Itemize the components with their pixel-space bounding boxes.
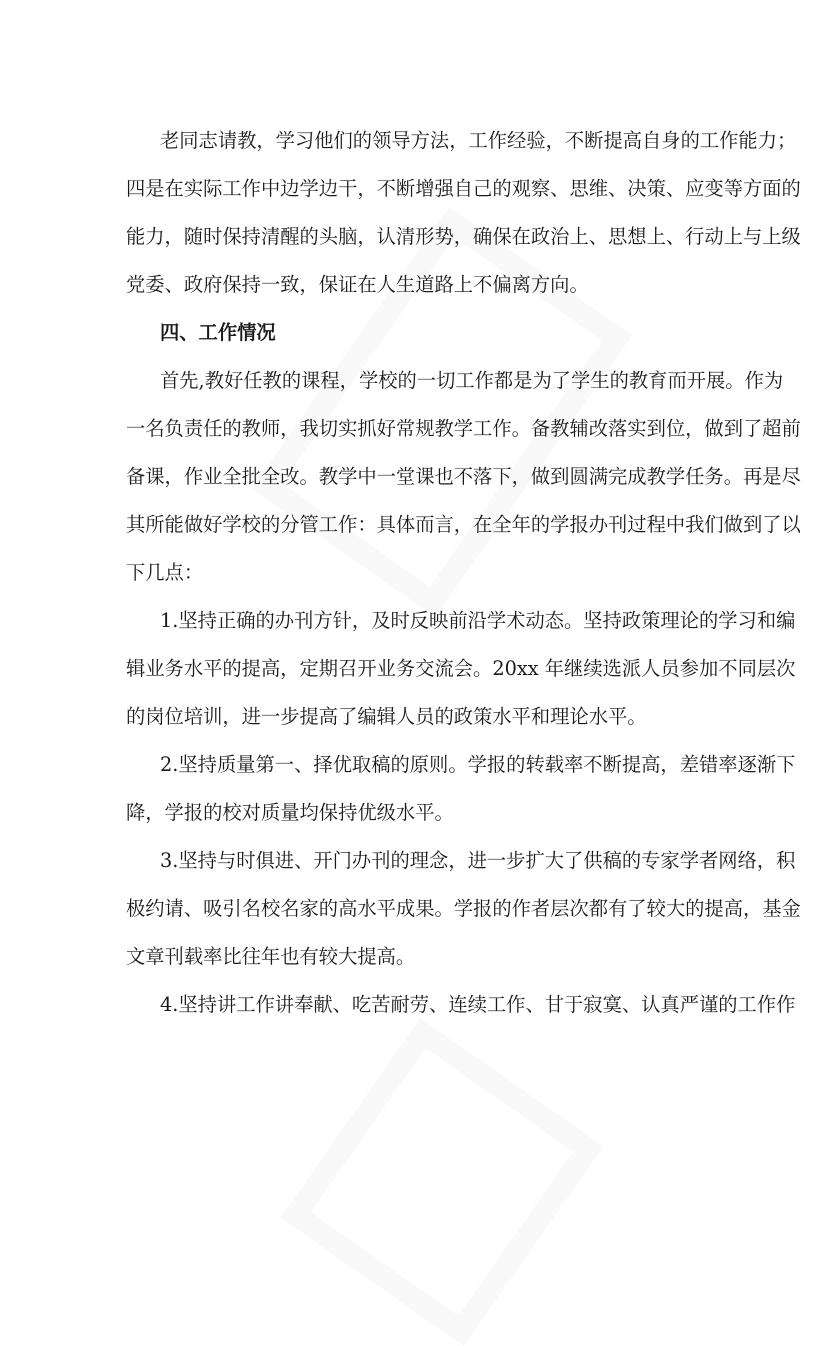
- text-line: 备课，作业全批全改。教学中一堂课也不落下，做到圆满完成教学任务。再是尽: [126, 465, 801, 488]
- text-line: 辑业务水平的提高，定期召开业务交流会。20xx 年继续选派人员参加不同层次: [126, 657, 796, 680]
- text-line: 极约请、吸引名校名家的高水平成果。学报的作者层次都有了较大的提高，基金: [126, 897, 801, 920]
- paragraph: [126, 597, 796, 741]
- text-line: 1.坚持正确的办刊方针，及时反映前沿学术动态。坚持政策理论的学习和编: [160, 609, 796, 632]
- text-line: 降，学报的校对质量均保持优级水平。: [126, 801, 454, 824]
- text-line: 能力，随时保持清醒的头脑，认清形势，确保在政治上、思想上、行动上与上级: [126, 225, 801, 248]
- text-line: 其所能做好学校的分管工作：具体而言，在全年的学报办刊过程中我们做到了以: [126, 513, 801, 536]
- paragraph: [126, 981, 796, 1029]
- text-line: 四是在实际工作中边学边干，不断增强自己的观察、思维、决策、应变等方面的: [126, 177, 801, 200]
- paragraph: [126, 837, 801, 981]
- text-line: 党委、政府保持一致，保证在人生道路上不偏离方向。: [126, 273, 589, 296]
- text-line: 首先,教好任教的课程，学校的一切工作都是为了学生的教育而开展。作为: [160, 369, 784, 392]
- text-line: 文章刊载率比往年也有较大提高。: [126, 945, 416, 968]
- text-line: 老同志请教，学习他们的领导方法，工作经验，不断提高自身的工作能力；: [160, 129, 797, 152]
- text-line: 一名负责任的教师，我切实抓好常规教学工作。备教辅改落实到位，做到了超前: [126, 417, 801, 440]
- paragraph: [126, 741, 796, 837]
- watermark: [280, 1018, 603, 1346]
- text-line: 下几点：: [126, 561, 204, 584]
- heading-text: 四、工作情况: [160, 321, 276, 344]
- text-line: 的岗位培训，进一步提高了编辑人员的政策水平和理论水平。: [126, 705, 647, 728]
- text-line: 4.坚持讲工作讲奉献、吃苦耐劳、连续工作、甘于寂寞、认真严谨的工作作: [160, 993, 796, 1016]
- paragraph: [126, 117, 801, 309]
- text-line: 2.坚持质量第一、择优取稿的原则。学报的转载率不断提高，差错率逐渐下: [160, 753, 796, 776]
- document-body: [126, 117, 801, 1029]
- section-heading: [126, 309, 708, 357]
- text-line: 3.坚持与时俱进、开门办刊的理念，进一步扩大了供稿的专家学者网络，积: [160, 849, 796, 872]
- paragraph: [126, 357, 801, 597]
